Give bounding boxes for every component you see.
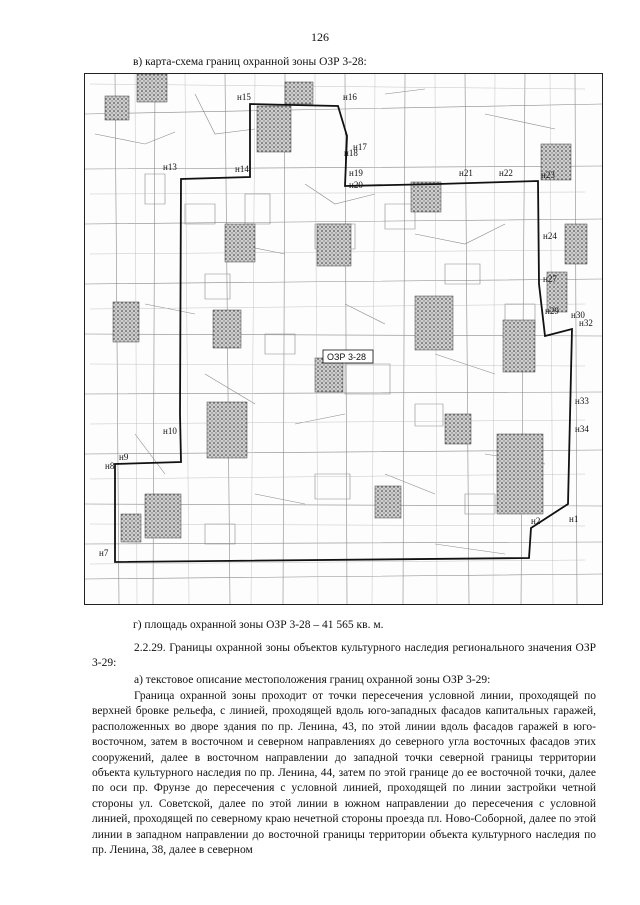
point-label: н18 [344,148,358,158]
point-label: н32 [579,318,593,328]
zone-area-text: г) площадь охранной зоны ОЗР 3-28 – 41 565 кв. м. [133,619,384,631]
point-label: н29 [545,306,559,316]
point-label: н2 [531,516,541,526]
point-label: н10 [163,426,177,436]
item-a-text: а) текстовое описание местоположения границ охранной зоны ОЗР 3-29: [134,674,491,686]
point-label: н23 [541,170,555,180]
point-label: н21 [459,168,473,178]
point-label: н7 [99,548,109,558]
point-label: н15 [237,92,251,102]
section-heading: 2.2.29. Границы охранной зоны объектов культурного наследия регионального значения ОЗР 3-29: [92,642,596,670]
point-label: н34 [575,424,589,434]
point-label: н24 [543,231,557,241]
point-label: н19 [349,168,363,178]
zone-label: ОЗР 3-28 [327,352,366,362]
point-label: н17 [353,142,367,152]
page-number: 126 [311,30,329,44]
point-label: н14 [235,164,249,174]
boundary-map [84,73,603,605]
point-label: н20 [349,180,363,190]
point-label: н27 [543,274,557,284]
point-label: н22 [499,168,513,178]
point-label: н9 [119,452,129,462]
body-paragraph: Граница охранной зоны проходит от точки пересечения условной линии, проходящей по верхней бровке рельефа, с линией, проходящей вдоль юго-западных фасадов капитальных гаражей, расположенных во дворе здания по пр. Ленина, 43, по этой линии вдоль фасадов гаражей в юго-восточном, затем в восточном и северном направлениях до северного угла восточных фасадов этих сооружений, далее в восточном направлении до западной точки северной границы территории объекта культурного наследия по пр. Ленина, 44, затем по этой границе до ее восточной точки, далее по оси пр. Фрунзе до пересечения с условной линией, проходящей по линии застройки четной стороны ул. Советской, далее по этой линии в южном направлении до пересечения с условной линией, проходящей по северному краю нечетной стороны проезда пл. Ново-Соборной, далее по этой линии в западном направлении до восточной границы территории объекта культурного наследия по пр. Ленина, 38, далее в северном [92,690,596,857]
point-label: н33 [575,396,589,406]
point-label: н30 [571,310,585,320]
point-label: н8 [105,461,115,471]
map-drawing [85,74,602,604]
map-caption: в) карта-схема границ охранной зоны ОЗР 3-28: [133,56,367,68]
point-label: н16 [343,92,357,102]
point-label: н1 [569,514,579,524]
point-label: н13 [163,162,177,172]
